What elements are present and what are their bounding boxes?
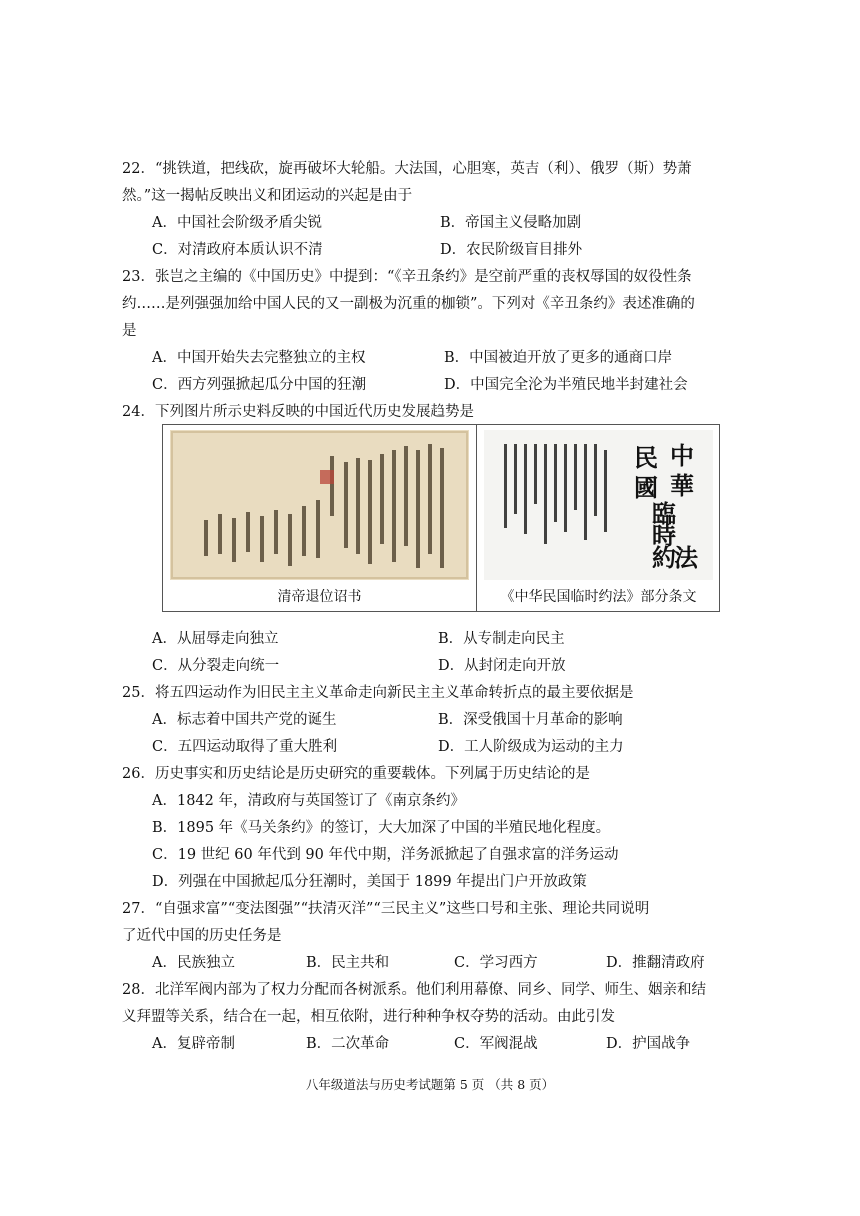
q25-stem-line1: 25．将五四运动作为旧民主主义革命走向新民主主义革命转折点的最主要依据是 (122, 685, 634, 701)
q25-option-a: A．标志着中国共产党的诞生 (152, 712, 337, 728)
right-title-char-5: 臨 (652, 499, 676, 528)
q22-option-a: A．中国社会阶级矛盾尖锐 (152, 215, 322, 231)
q28-option-a: A．复辟帝制 (152, 1036, 235, 1052)
q23-stem-line1: 23．张岂之主编的《中国历史》中提到：“《辛丑条约》是空前严重的丧权辱国的奴役性条 (122, 269, 692, 285)
q28-option-d: D．护国战争 (606, 1036, 691, 1052)
q27-stem-line2: 了近代中国的历史任务是 (122, 928, 282, 944)
q28-option-c: C．军阀混战 (454, 1036, 538, 1052)
q27-option-b: B．民主共和 (306, 955, 390, 971)
abdication-edict-panel (163, 425, 477, 611)
right-title-char-7: 約 (652, 543, 676, 572)
q27-option-d: D．推翻清政府 (606, 955, 705, 971)
q23-stem-line3: 是 (122, 323, 137, 339)
provisional-constitution-image (484, 430, 713, 580)
q22-option-b: B．帝国主义侵略加剧 (440, 215, 582, 231)
q22-stem-line2: 然。”这一揭帖反映出义和团运动的兴起是由于 (122, 188, 413, 204)
q26-option-a: A．1842 年，清政府与英国签订了《南京条约》 (152, 793, 465, 809)
q24-option-d: D．从封闭走向开放 (438, 658, 566, 674)
q28-stem-line2: 义拜盟等关系，结合在一起，相互依附，进行种种争权夺势的活动。由此引发 (122, 1009, 615, 1025)
q27-option-a: A．民族独立 (152, 955, 235, 971)
provisional-constitution-panel (477, 425, 720, 611)
page-footer: 八年级道法与历史考试题第 5 页 （共 8 页） (305, 1077, 555, 1092)
q22-stem-line1: 22．“挑铁道，把线砍，旋再破坏大轮船。大法国，心胆寒，英吉（利）、俄罗（斯）势萧 (122, 161, 692, 177)
q23-option-b: B．中国被迫开放了更多的通商口岸 (444, 350, 673, 366)
q24-option-b: B．从专制走向民主 (438, 631, 565, 647)
q25-option-b: B．深受俄国十月革命的影响 (438, 712, 623, 728)
q24-option-a: A．从屈辱走向独立 (152, 631, 279, 647)
q22-option-d: D．农民阶级盲目排外 (440, 242, 583, 258)
q26-option-c: C．19 世纪 60 年代到 90 年代中期，洋务派掀起了自强求富的洋务运动 (152, 847, 619, 863)
q28-stem-line1: 28．北洋军阀内部为了权力分配而各树派系。他们利用幕僚、同乡、同学、师生、姻亲和结 (122, 982, 706, 998)
provisional-constitution-caption: 《中华民国临时约法》部分条文 (500, 589, 697, 605)
q24-figure (162, 424, 720, 612)
q28-option-b: B．二次革命 (306, 1036, 390, 1052)
q23-option-c: C．西方列强掀起瓜分中国的狂潮 (152, 377, 367, 393)
right-title-char-3: 民 (634, 443, 658, 472)
right-title-char-2: 華 (670, 471, 694, 500)
right-title-char-6: 時 (652, 521, 676, 550)
abdication-edict-image (170, 430, 469, 580)
q27-stem-line1: 27．“自强求富”“变法图强”“扶清灭洋”“三民主义”这些口号和主张、理论共同说明 (122, 901, 650, 917)
q23-option-a: A．中国开始失去完整独立的主权 (152, 350, 366, 366)
q26-stem-line1: 26．历史事实和历史结论是历史研究的重要载体。下列属于历史结论的是 (122, 766, 590, 782)
abdication-edict-caption: 清帝退位诏书 (277, 589, 362, 605)
q27-option-c: C．学习西方 (454, 955, 538, 971)
q24-option-c: C．从分裂走向统一 (152, 658, 280, 674)
q25-option-c: C．五四运动取得了重大胜利 (152, 739, 338, 755)
q23-option-d: D．中国完全沦为半殖民地半封建社会 (444, 377, 688, 393)
q24-stem-line1: 24．下列图片所示史料反映的中国近代历史发展趋势是 (122, 404, 474, 420)
right-title-char-4: 國 (634, 473, 658, 502)
q26-option-d: D．列强在中国掀起瓜分狂潮时，美国于 1899 年提出门户开放政策 (152, 874, 587, 890)
right-title-char-1: 中 (670, 441, 694, 470)
q22-option-c: C．对清政府本质认识不清 (152, 242, 323, 258)
right-title-char-8: 法 (674, 543, 698, 572)
q25-option-d: D．工人阶级成为运动的主力 (438, 739, 624, 755)
q26-option-b: B．1895 年《马关条约》的签订，大大加深了中国的半殖民地化程度。 (152, 820, 611, 836)
q23-stem-line2: 约……是列强强加给中国人民的又一副极为沉重的枷锁”。下列对《辛丑条约》表述准确的 (122, 296, 695, 312)
